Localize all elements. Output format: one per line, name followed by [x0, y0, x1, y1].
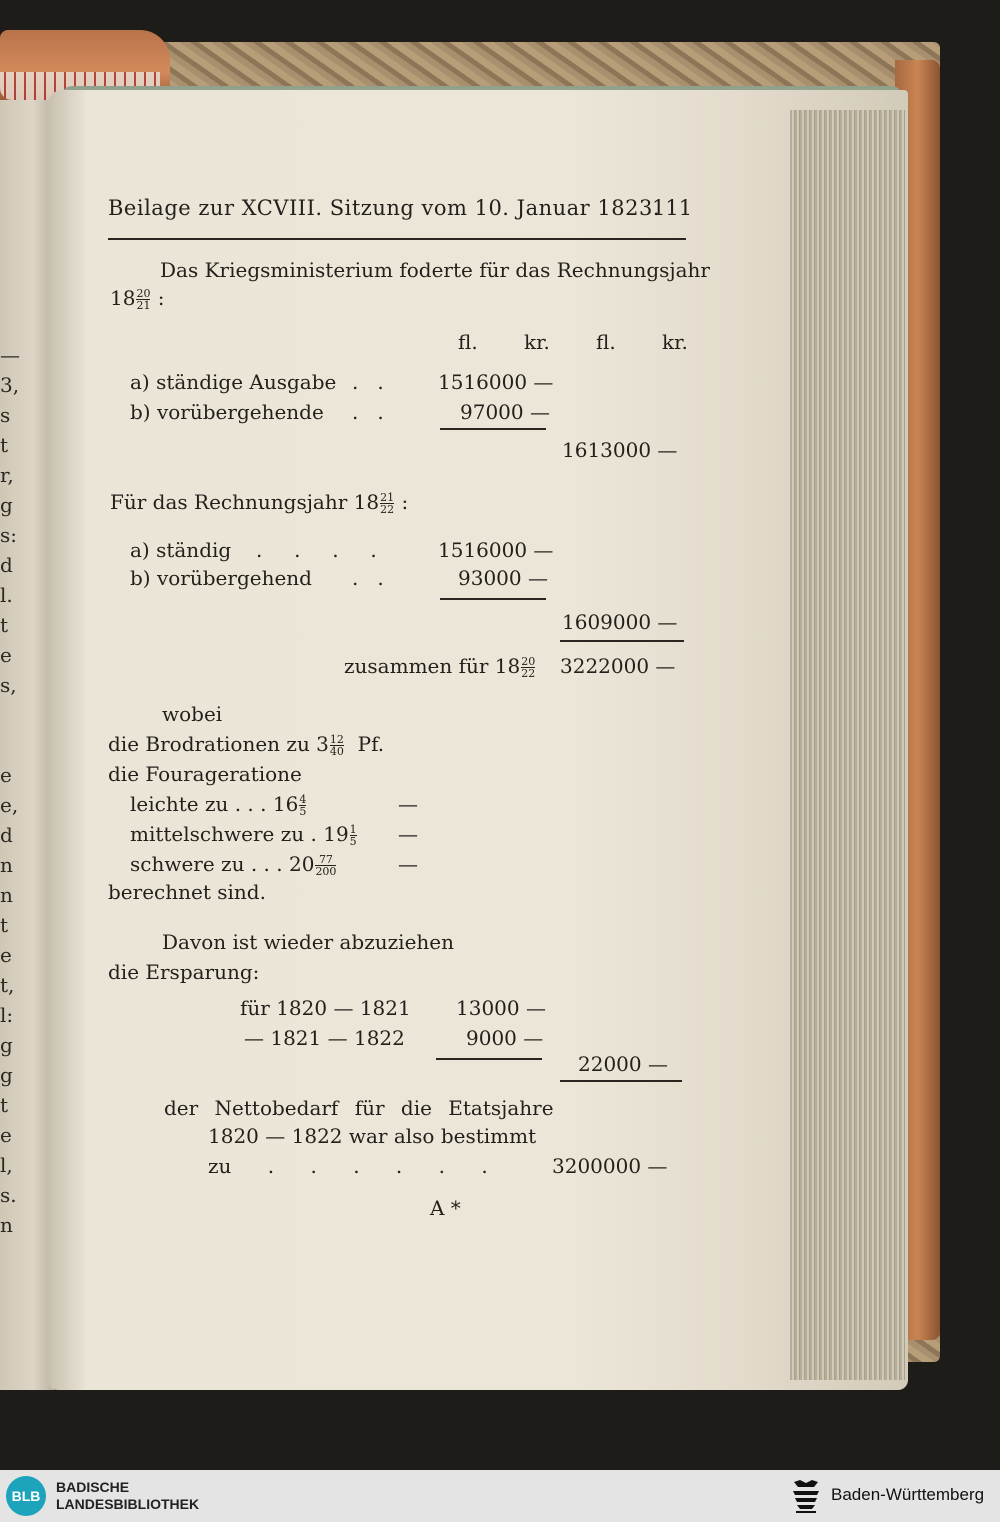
left-page-glyph: t — [0, 613, 9, 637]
ersparung-text: die Ersparung: — [108, 960, 260, 984]
netto-value: 3200000 — — [552, 1154, 668, 1178]
left-page-glyph: s. — [0, 1183, 17, 1207]
second-year-label: Für das Rechnungsjahr 18 $\frac{21}{22}$ : — [110, 490, 409, 516]
item-a2-value: 1516000 — — [438, 538, 554, 562]
left-page-glyph: e, — [0, 793, 19, 817]
sum-rule-3 — [560, 640, 684, 642]
item-a2-dots: . . . . — [256, 538, 377, 562]
left-page-glyph: t, — [0, 973, 15, 997]
wobei-text: wobei — [162, 702, 223, 726]
mittel-dash: — — [398, 822, 418, 846]
page-fore-edge — [790, 110, 905, 1380]
left-page-glyph: l: — [0, 1003, 14, 1027]
left-page-glyph: t — [0, 913, 9, 937]
bw-name[interactable]: Baden-Württemberg — [831, 1485, 985, 1504]
left-page-glyph: 3, — [0, 373, 20, 397]
left-page-glyph: n — [0, 1213, 13, 1237]
header-rule — [108, 238, 686, 240]
left-page-glyph: n — [0, 853, 13, 877]
netto-line-3: zu . . . . . . — [208, 1154, 488, 1178]
left-page-glyph: l. — [0, 583, 13, 607]
sum-rule-4 — [436, 1058, 542, 1060]
left-page-glyph: g — [0, 1063, 13, 1087]
item-a2-label: a) ständig — [130, 538, 232, 562]
left-page-text — [0, 340, 20, 1240]
left-page-glyph: d — [0, 823, 13, 847]
page-number: 111 — [652, 196, 693, 220]
fourage-label: die Fourageratione — [108, 762, 302, 786]
left-page-glyph: — — [0, 343, 20, 367]
total-label: zusammen für 18 $\frac{20}{22}$ — [344, 654, 536, 680]
blb-name-line-1: BADISCHE — [56, 1479, 130, 1495]
item-b1-label: b) vorübergehende — [130, 400, 324, 424]
column-kr-1: kr. — [524, 330, 550, 354]
footer-bar — [0, 1470, 1000, 1522]
left-page-glyph: e — [0, 763, 12, 787]
total-value: 3222000 — — [560, 654, 676, 678]
left-page-glyph: t — [0, 1093, 9, 1117]
ersparung-1-value: 13000 — — [456, 996, 546, 1020]
sum-rule-2 — [440, 598, 546, 600]
item-b2-value: 93000 — — [458, 566, 548, 590]
left-page-glyph: s, — [0, 673, 17, 697]
davon-text: Davon ist wieder abzuziehen — [162, 930, 455, 954]
berechnet-text: berechnet sind. — [108, 880, 266, 904]
left-page-glyph: e — [0, 643, 12, 667]
intro-year: 18 $\frac{20}{21}$ : — [110, 286, 165, 312]
leicht-dash: — — [398, 792, 418, 816]
left-page-glyph: n — [0, 883, 13, 907]
signature-mark: A * — [430, 1196, 461, 1220]
item-b1-value: 97000 — — [460, 400, 550, 424]
left-page-glyph: s — [0, 403, 11, 427]
column-fl-1: fl. — [458, 330, 478, 354]
schwer-line: schwere zu . . . 20 $\frac{77}{200}$ — [130, 852, 337, 878]
left-page-glyph: s: — [0, 523, 18, 547]
left-page-glyph: g — [0, 1033, 13, 1057]
item-b2-label: b) vorübergehend — [130, 566, 312, 590]
netto-line-1: der Nettobedarf für die Etatsjahre — [164, 1096, 554, 1120]
left-page-edge — [0, 100, 55, 1390]
left-page-glyph: e — [0, 943, 12, 967]
subtotal-2: 1609000 — — [562, 610, 678, 634]
left-page-glyph: l, — [0, 1153, 13, 1177]
schwer-dash: — — [398, 852, 418, 876]
column-kr-2: kr. — [662, 330, 688, 354]
brod-line: die Brodrationen zu 3 $\frac{12}{40}$ Pf. — [108, 732, 385, 758]
item-b2-dots: . . — [352, 566, 384, 590]
subtotal-1: 1613000 — — [562, 438, 678, 462]
item-a1-value: 1516000 — — [438, 370, 554, 394]
left-page-glyph: e — [0, 1123, 12, 1147]
column-fl-2: fl. — [596, 330, 616, 354]
ersparung-2-value: 9000 — — [466, 1026, 544, 1050]
blb-logo[interactable]: BLB — [6, 1476, 46, 1516]
running-header: Beilage zur XCVIII. Sitzung vom 10. Januar 1823. — [108, 196, 660, 220]
ersparung-1-label: für 1820 — 1821 — [240, 996, 411, 1020]
left-page-glyph: r, — [0, 463, 14, 487]
blb-name[interactable] — [56, 1479, 199, 1513]
left-page-glyph — [0, 700, 20, 730]
sum-rule-5 — [560, 1080, 682, 1082]
intro-text: Das Kriegsministerium foderte für das Rechnungsjahr — [160, 258, 710, 282]
ersparung-2-label: — 1821 — 1822 — [244, 1026, 405, 1050]
left-page-glyph: d — [0, 553, 13, 577]
mittel-line: mittelschwere zu . 19 $\frac{1}{5}$ — [130, 822, 357, 848]
item-a1-dots: . . — [352, 370, 384, 394]
blb-name-line-2: LANDESBIBLIOTHEK — [56, 1496, 200, 1512]
bw-coat-of-arms-icon — [790, 1478, 822, 1514]
item-b1-dots: . . — [352, 400, 384, 424]
netto-line-2: 1820 — 1822 war also bestimmt — [208, 1124, 537, 1148]
item-a1-label: a) ständige Ausgabe — [130, 370, 337, 394]
left-page-glyph: t — [0, 433, 9, 457]
sum-rule-1 — [440, 428, 546, 430]
left-page-glyph — [0, 730, 20, 760]
leicht-line: leichte zu . . . 16 $\frac{4}{5}$ — [130, 792, 307, 818]
ersparung-sum: 22000 — — [578, 1052, 668, 1076]
left-page-glyph: g — [0, 493, 13, 517]
